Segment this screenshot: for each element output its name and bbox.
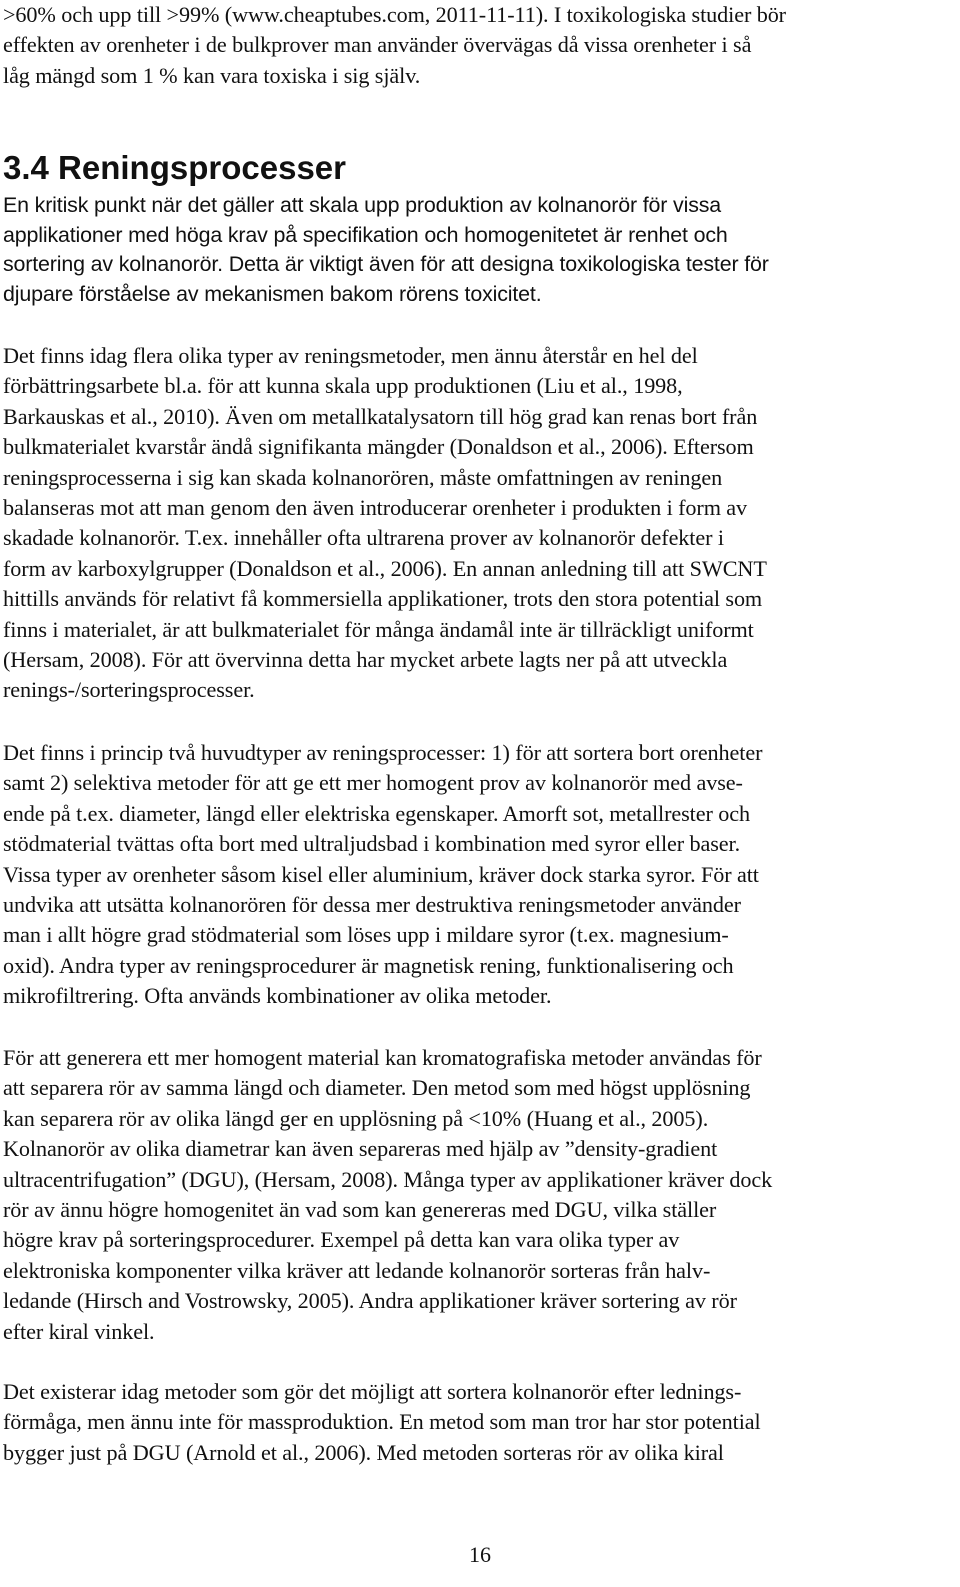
- paragraph-sorting-conductivity: Det existerar idag metoder som gör det möjligt att sortera kolnanorör efter lednings- förmåga, men ännu inte för massproduktion. En metod som man tror har stor potential bygger just på DGU (Arnold et al., 2006). Med metoden sorteras rör av olika kiral: [3, 1379, 761, 1465]
- section-heading: 3.4 Reningsprocesser: [3, 149, 346, 186]
- paragraph-purification-types: Det finns i princip två huvudtyper av reningsprocesser: 1) för att sortera bort orenheter samt 2) selektiva metoder för att ge ett mer homogent prov av kolnanorör med avse- ende på t.ex. diameter, längd eller elektriska egenskaper. Amorft sot, metallrester och stödmaterial tvättas ofta bort med ultraljudsbad i kombination med syror eller baser. Vissa typer av orenheter såsom kisel eller aluminium, kräver dock starka syror. För att undvika att utsätta kolnanorören för dessa mer destruktiva reningsmetoder använder man i allt högre grad stödmaterial som löses upp i mildare syror (t.ex. magnesium- oxid). Andra typer av reningsprocedurer är magnetisk rening, funktionalisering och mikrofiltrering. Ofta används kombinationer av olika metoder.: [3, 740, 763, 1009]
- intro-paragraph: >60% och upp till >99% (www.cheaptubes.com, 2011-11-11). I toxikologiska studier bör effekten av orenheter i de bulkprover man använder övervägas då vissa orenheter i så låg mängd som 1 % kan vara toxiska i sig själv.: [3, 2, 786, 88]
- page-number: 16: [469, 1542, 491, 1567]
- paragraph-purification-methods: Det finns idag flera olika typer av reningsmetoder, men ännu återstår en hel del förbättringsarbete bl.a. för att kunna skala upp produktionen (Liu et al., 1998, Barkauskas et al., 2010). Även om metallkatalysatorn till hög grad kan renas bort från bulkmaterialet kvarstår ändå signifikanta mängder (Donaldson et al., 2006). Eftersom reningsprocesserna i sig kan skada kolnanorören, måste omfattningen av reningen balanseras mot att man genom den även introducerar orenheter i produkten i form av skadade kolnanorör. T.ex. innehåller ofta ultrarena prover av kolnanorör defekter i form av karboxylgrupper (Donaldson et al., 2006). En annan anledning till att SWCNT hittills används för relativt få kommersiella applikationer, trots den stora potential som finns i materialet, är att bulkmaterialet för många ändamål inte är tillräckligt uniformt (Hersam, 2008). För att övervinna detta har mycket arbete lagts ner på att utveckla renings-/sorteringsprocesser.: [3, 343, 767, 703]
- section-lead-paragraph: En kritisk punkt när det gäller att skala upp produktion av kolnanorör för vissa applikationer med höga krav på specifikation och homogenitetet är renhet och sortering av kolnanorör. Detta är viktigt även för att designa toxikologiska tester för djupare förståelse av mekanismen bakom rörens toxicitet.: [3, 193, 769, 306]
- paragraph-homogeneous-material: För att generera ett mer homogent material kan kromatografiska metoder användas för att separera rör av samma längd och diameter. Den metod som med högst upplösning kan separera rör av olika längd ger en upplösning på <10% (Huang et al., 2005). Kolnanorör av olika diametrar kan även separeras med hjälp av ”density-gradient ultracentrifugation” (DGU), (Hersam, 2008). Många typer av applikationer kräver dock rör av ännu högre homogenitet än vad som kan genereras med DGU, vilka ställer högre krav på sorteringsprocedurer. Exempel på detta kan vara olika typer av elektroniska komponenter vilka kräver att ledande kolnanorör sorteras från halv- ledande (Hirsch and Vostrowsky, 2005). Andra applikationer kräver sortering av rör efter kiral vinkel.: [3, 1045, 773, 1344]
